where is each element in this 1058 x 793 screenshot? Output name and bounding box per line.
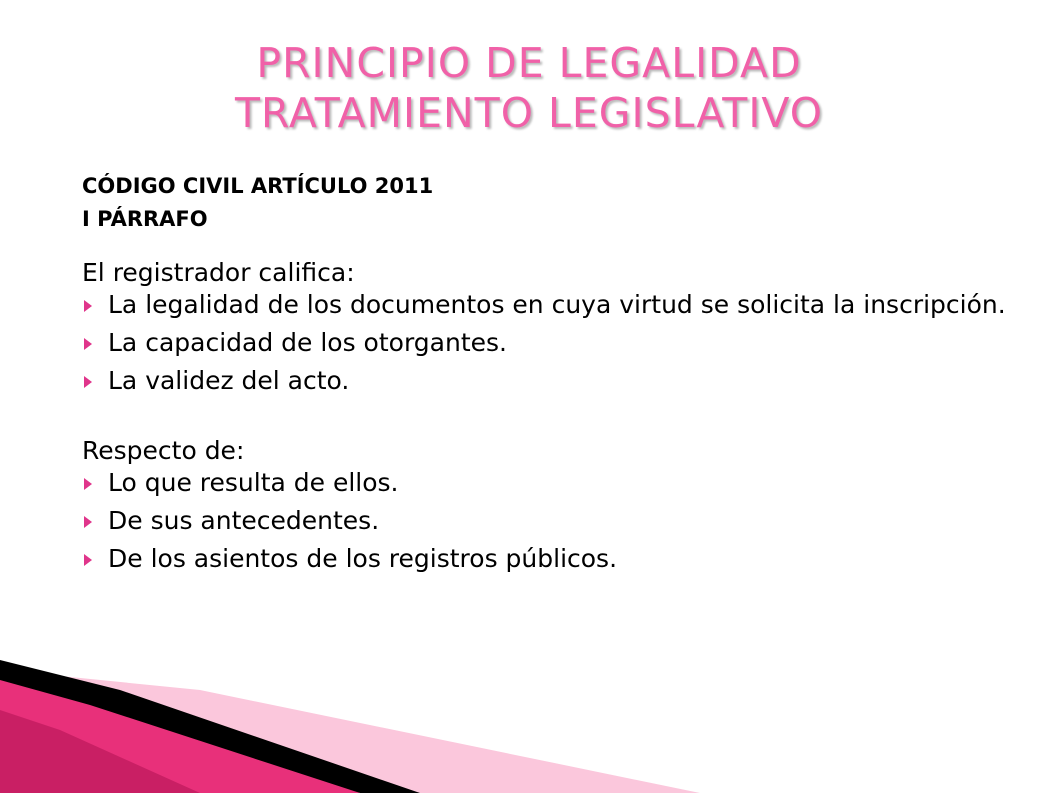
arrow-right-icon bbox=[84, 300, 92, 312]
list-item bbox=[82, 366, 1012, 395]
list-item-text: De sus antecedentes. bbox=[108, 506, 380, 535]
list-item bbox=[82, 544, 1012, 573]
arrow-right-icon bbox=[84, 338, 92, 350]
list-item-text: La capacidad de los otorgantes. bbox=[108, 328, 507, 357]
list-item-text: La validez del acto. bbox=[108, 366, 350, 395]
title-line-2: TRATAMIENTO LEGISLATIVO bbox=[234, 89, 824, 137]
list-item-text: La legalidad de los documentos en cuya virtud se solicita la inscripción. bbox=[108, 290, 1006, 319]
title-line-1: PRINCIPIO DE LEGALIDAD bbox=[256, 39, 802, 87]
section2-list bbox=[82, 468, 1012, 573]
list-item bbox=[82, 290, 1012, 319]
slide-title bbox=[0, 38, 1058, 138]
slide-content bbox=[82, 170, 1012, 582]
section1-intro: El registrador califica: bbox=[82, 258, 355, 287]
list-item-text: Lo que resulta de ellos. bbox=[108, 468, 399, 497]
arrow-right-icon bbox=[84, 554, 92, 566]
list-item bbox=[82, 506, 1012, 535]
list-item-text: De los asientos de los registros públicos. bbox=[108, 544, 618, 573]
decorative-ribbon bbox=[0, 650, 1058, 793]
arrow-right-icon bbox=[84, 376, 92, 388]
list-item bbox=[82, 328, 1012, 357]
section2-intro: Respecto de: bbox=[82, 436, 245, 465]
arrow-right-icon bbox=[84, 478, 92, 490]
section1-list bbox=[82, 290, 1012, 395]
arrow-right-icon bbox=[84, 516, 92, 528]
list-item bbox=[82, 468, 1012, 497]
code-heading-line-1: CÓDIGO CIVIL ARTÍCULO 2011 bbox=[82, 174, 434, 198]
code-heading-line-2: I PÁRRAFO bbox=[82, 207, 208, 231]
